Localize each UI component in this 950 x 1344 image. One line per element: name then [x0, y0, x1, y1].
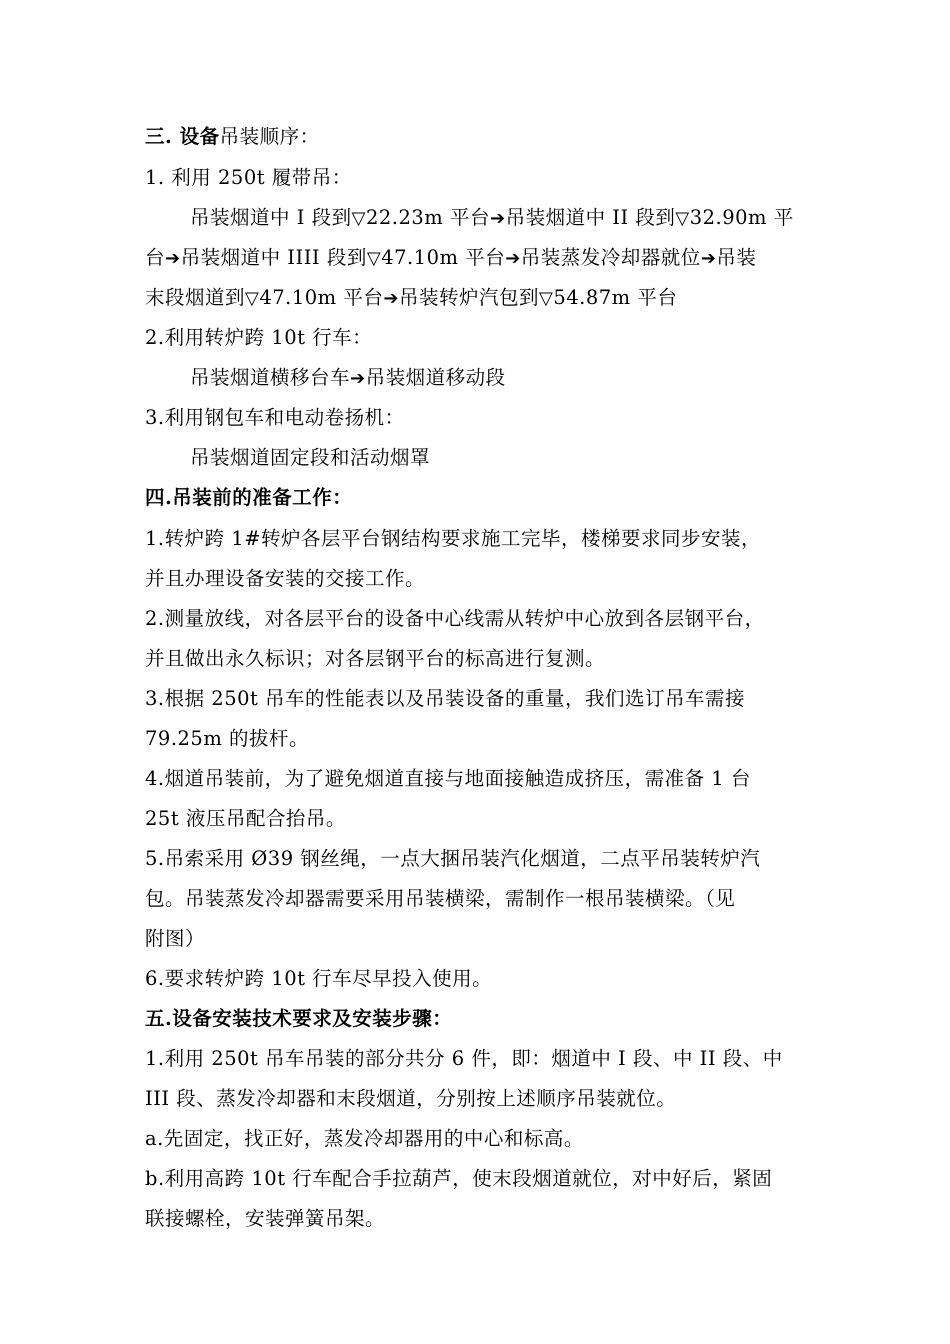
arrow-right-icon: ➔: [700, 248, 717, 269]
sequence-line-1: 吊装烟道中 I 段到▽22.23m 平台➔吊装烟道中 II 段到▽32.90m 平: [190, 206, 794, 229]
paragraph-line: a.先固定，找正好，蒸发冷却器用的中心和标高。: [145, 1127, 584, 1150]
triangle-icon: ▽: [245, 288, 260, 309]
arrow-right-icon: ➔: [505, 248, 521, 269]
item-3-text: 吊装烟道固定段和活动烟罩: [190, 446, 431, 469]
paragraph-line: 5.吊索采用 Ø39 钢丝绳，一点大捆吊装汽化烟道，二点平吊装转炉汽: [145, 847, 761, 870]
item-2-title: 2.利用转炉跨 10t 行车：: [145, 326, 373, 349]
sequence-line-2: 台➔吊装烟道中 IIII 段到▽47.10m 平台➔吊装蒸发冷却器就位➔吊装: [145, 246, 757, 269]
paragraph-line: 并且做出永久标识；对各层钢平台的标高进行复测。: [145, 647, 606, 670]
triangle-icon: ▽: [538, 288, 554, 309]
item-1-title: 1. 利用 250t 履带吊：: [145, 166, 352, 189]
paragraph-line: 3.根据 250t 吊车的性能表以及吊装设备的重量，我们选订吊车需接: [145, 687, 746, 710]
paragraph-line: 25t 液压吊配合抬吊。: [145, 807, 346, 830]
section-4-heading: 四.吊装前的准备工作：: [145, 486, 353, 509]
arrow-right-icon: ➔: [383, 288, 399, 309]
triangle-icon: ▽: [366, 248, 382, 269]
paragraph-line: 79.25m 的拔杆。: [145, 727, 310, 750]
arrow-right-icon: ➔: [489, 208, 506, 229]
paragraph-line: 1.利用 250t 吊车吊装的部分共分 6 件，即：烟道中 I 段、中 II 段、中: [145, 1047, 783, 1070]
arrow-right-icon: ➔: [350, 368, 366, 389]
paragraph-line: 4.烟道吊装前，为了避免烟道直接与地面接触造成挤压，需准备 1 台: [145, 767, 751, 790]
paragraph-line: 附图）: [145, 927, 206, 950]
sequence-line-3: 末段烟道到▽47.10m 平台➔吊装转炉汽包到▽54.87m 平台: [145, 286, 678, 309]
paragraph-line: 并且办理设备安装的交接工作。: [145, 567, 426, 590]
paragraph-line: 6.要求转炉跨 10t 行车尽早投入使用。: [145, 967, 493, 990]
triangle-icon: ▽: [675, 208, 690, 229]
paragraph-line: 1.转炉跨 1#转炉各层平台钢结构要求施工完毕，楼梯要求同步安装，: [145, 527, 762, 550]
paragraph-line: b.利用高跨 10t 行车配合手拉葫芦，使末段烟道就位，对中好后，紧固: [145, 1167, 773, 1190]
section-5-heading: 五.设备安装技术要求及安装步骤：: [145, 1007, 453, 1030]
section-3-heading: 三. 设备吊装顺序：: [145, 125, 320, 148]
paragraph-line: III 段、蒸发冷却器和末段烟道，分别按上述顺序吊装就位。: [145, 1087, 677, 1110]
paragraph-line: 包。吊装蒸发冷却器需要采用吊装横梁，需制作一根吊装横梁。（见: [145, 887, 736, 910]
paragraph-line: 2.测量放线，对各层平台的设备中心线需从转炉中心放到各层钢平台，: [145, 607, 765, 630]
arrow-right-icon: ➔: [165, 248, 181, 269]
item-3-title: 3.利用钢包车和电动卷扬机：: [145, 406, 405, 429]
paragraph-line: 联接螺栓，安装弹簧吊架。: [145, 1207, 386, 1230]
triangle-icon: ▽: [351, 208, 366, 229]
item-2-sequence: 吊装烟道横移台车➔吊装烟道移动段: [190, 366, 506, 389]
